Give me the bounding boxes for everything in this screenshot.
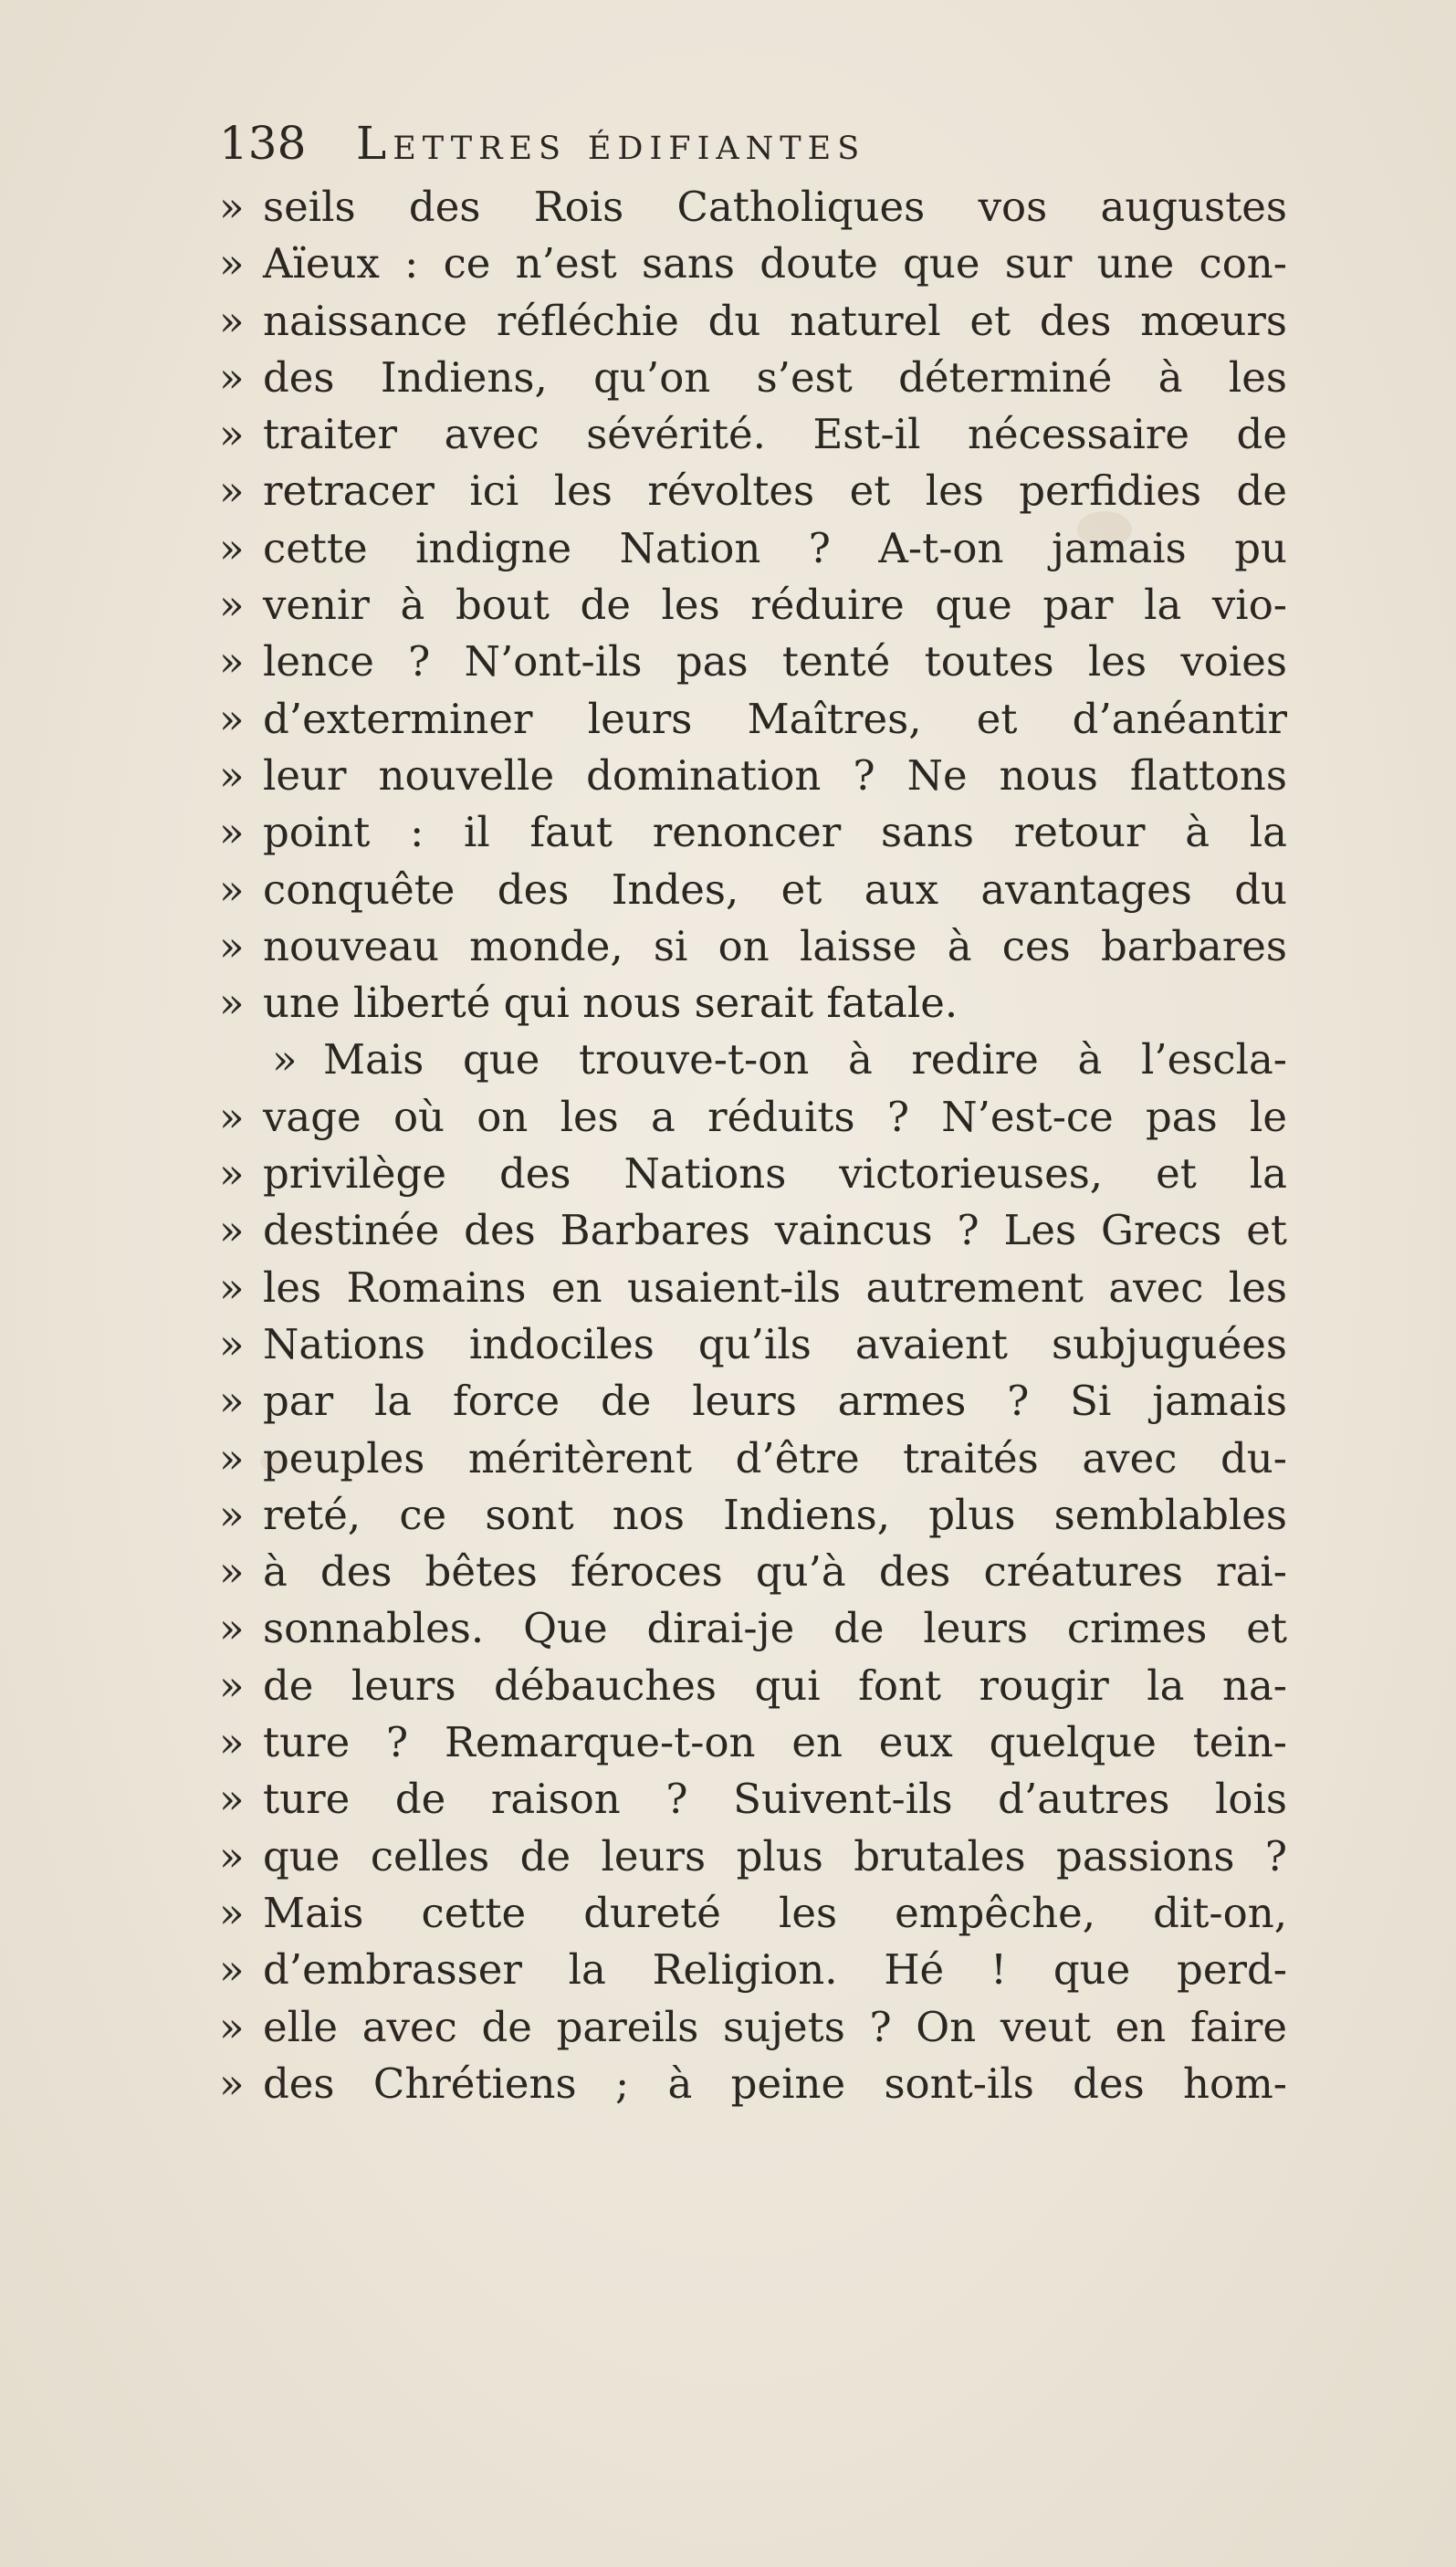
line-text: elle avec de pareils sujets ? On veut en faire — [263, 2002, 1287, 2051]
line-text: d’exterminer leurs Maîtres, et d’anéantir — [263, 694, 1287, 743]
text-line — [219, 1885, 1287, 1942]
running-header — [219, 117, 865, 172]
text-line — [219, 350, 1287, 406]
quote-mark: » — [219, 581, 245, 630]
quote-mark: » — [219, 2059, 245, 2108]
quote-mark: » — [219, 808, 245, 857]
text-line — [219, 520, 1287, 577]
text-line — [219, 236, 1287, 292]
quote-mark: » — [219, 864, 245, 914]
text-line — [219, 862, 1287, 918]
line-text: seils des Rois Catholiques vos augustes — [263, 183, 1287, 231]
line-text: ture de raison ? Suivent-ils d’autres lois — [263, 1775, 1287, 1824]
text-line — [219, 1373, 1287, 1430]
text-line — [219, 1771, 1287, 1828]
line-text: cette indigne Nation ? A-t-on jamais pu — [263, 523, 1287, 572]
quote-mark: » — [219, 1433, 245, 1483]
quote-mark: » — [219, 921, 245, 970]
quote-mark: » — [219, 1263, 245, 1312]
running-title: Lettres édifiantes — [356, 117, 866, 170]
text-line — [219, 1828, 1287, 1885]
text-line-paragraph-end — [219, 975, 1287, 1032]
line-text: naissance réfléchie du naturel et des mœurs — [263, 296, 1287, 345]
text-line — [219, 1260, 1287, 1316]
body-text — [219, 179, 1287, 2112]
quote-mark: » — [219, 1604, 245, 1653]
line-text: Nations indociles qu’ils avaient subjuguées — [263, 1319, 1287, 1368]
quote-mark: » — [219, 466, 245, 516]
text-line — [219, 1658, 1287, 1714]
text-line — [219, 293, 1287, 350]
line-text: reté, ce sont nos Indiens, plus semblables — [263, 1490, 1287, 1539]
quote-mark: » — [219, 1547, 245, 1597]
quote-mark: » — [272, 1035, 298, 1084]
quote-mark: » — [219, 1206, 245, 1255]
quote-mark: » — [219, 694, 245, 743]
quote-mark: » — [219, 1149, 245, 1199]
text-line — [219, 1202, 1287, 1259]
line-text: nouveau monde, si on laisse à ces barbares — [263, 921, 1287, 970]
text-line — [219, 1146, 1287, 1202]
line-text: une liberté qui nous serait fatale. — [263, 979, 958, 1028]
line-text: vage où on les a réduits ? N’est-ce pas le — [263, 1092, 1287, 1141]
quote-mark: » — [219, 1092, 245, 1141]
text-line — [219, 1942, 1287, 1998]
line-text: Aïeux : ce n’est sans doute que sur une con- — [263, 239, 1287, 288]
quote-mark: » — [219, 637, 245, 686]
quote-mark: » — [219, 1319, 245, 1368]
line-text: venir à bout de les réduire que par la vio- — [263, 581, 1287, 630]
text-line — [219, 1316, 1287, 1373]
quote-mark: » — [219, 750, 245, 800]
text-line — [219, 748, 1287, 804]
text-line-paragraph-start — [219, 1032, 1287, 1088]
line-text: que celles de leurs plus brutales passions ? — [263, 1831, 1287, 1881]
line-text: par la force de leurs armes ? Si jamais — [263, 1377, 1287, 1426]
line-text: leur nouvelle domination ? Ne nous flattons — [263, 750, 1287, 800]
quote-mark: » — [219, 1661, 245, 1710]
text-line — [219, 634, 1287, 690]
line-text: d’embrasser la Religion. Hé ! que perd- — [263, 1945, 1287, 1995]
text-line — [219, 1487, 1287, 1544]
quote-mark: » — [219, 183, 245, 231]
quote-mark: » — [219, 1377, 245, 1426]
line-text: traiter avec sévérité. Est-il nécessaire de — [263, 410, 1287, 459]
line-text: privilège des Nations victorieuses, et la — [263, 1149, 1287, 1199]
text-line — [219, 1999, 1287, 2056]
quote-mark: » — [219, 1945, 245, 1995]
line-text: des Chrétiens ; à peine sont-ils des hom- — [263, 2059, 1287, 2108]
text-line — [219, 1430, 1287, 1487]
line-text: destinée des Barbares vaincus ? Les Grecs et — [263, 1206, 1287, 1255]
line-text: conquête des Indes, et aux avantages du — [263, 864, 1287, 914]
text-line — [219, 406, 1287, 463]
text-line — [219, 577, 1287, 634]
text-line — [219, 918, 1287, 975]
line-text: à des bêtes féroces qu’à des créatures rai- — [263, 1547, 1287, 1597]
text-line — [219, 1544, 1287, 1600]
quote-mark: » — [219, 410, 245, 459]
quote-mark: » — [219, 239, 245, 288]
quote-mark: » — [219, 1831, 245, 1881]
text-line — [219, 1714, 1287, 1771]
text-line — [219, 1600, 1287, 1657]
text-line — [219, 1089, 1287, 1146]
line-text: Mais cette dureté les empêche, dit-on, — [263, 1888, 1287, 1937]
line-text: retracer ici les révoltes et les perfidies de — [263, 466, 1287, 516]
line-text: ture ? Remarque-t-on en eux quelque tein- — [263, 1718, 1287, 1767]
line-text: sonnables. Que dirai-je de leurs crimes et — [263, 1604, 1287, 1653]
page-number: 138 — [219, 117, 307, 170]
quote-mark: » — [219, 1718, 245, 1767]
text-line — [219, 2056, 1287, 2112]
text-line — [219, 179, 1287, 236]
quote-mark: » — [219, 523, 245, 572]
quote-mark: » — [219, 2002, 245, 2051]
quote-mark: » — [219, 979, 245, 1028]
line-text: des Indiens, qu’on s’est déterminé à les — [263, 352, 1287, 402]
quote-mark: » — [219, 352, 245, 402]
text-line — [219, 691, 1287, 748]
quote-mark: » — [219, 296, 245, 345]
quote-mark: » — [219, 1888, 245, 1937]
line-text: peuples méritèrent d’être traités avec du- — [263, 1433, 1287, 1483]
quote-mark: » — [219, 1490, 245, 1539]
text-line — [219, 804, 1287, 861]
line-text: Mais que trouve-t-on à redire à l’escla- — [323, 1035, 1287, 1084]
line-text: point : il faut renoncer sans retour à la — [263, 808, 1287, 857]
line-text: les Romains en usaient-ils autrement avec les — [263, 1263, 1287, 1312]
quote-mark: » — [219, 1775, 245, 1824]
line-text: de leurs débauches qui font rougir la na- — [263, 1661, 1287, 1710]
line-text: lence ? N’ont-ils pas tenté toutes les voies — [263, 637, 1287, 686]
text-line — [219, 463, 1287, 519]
